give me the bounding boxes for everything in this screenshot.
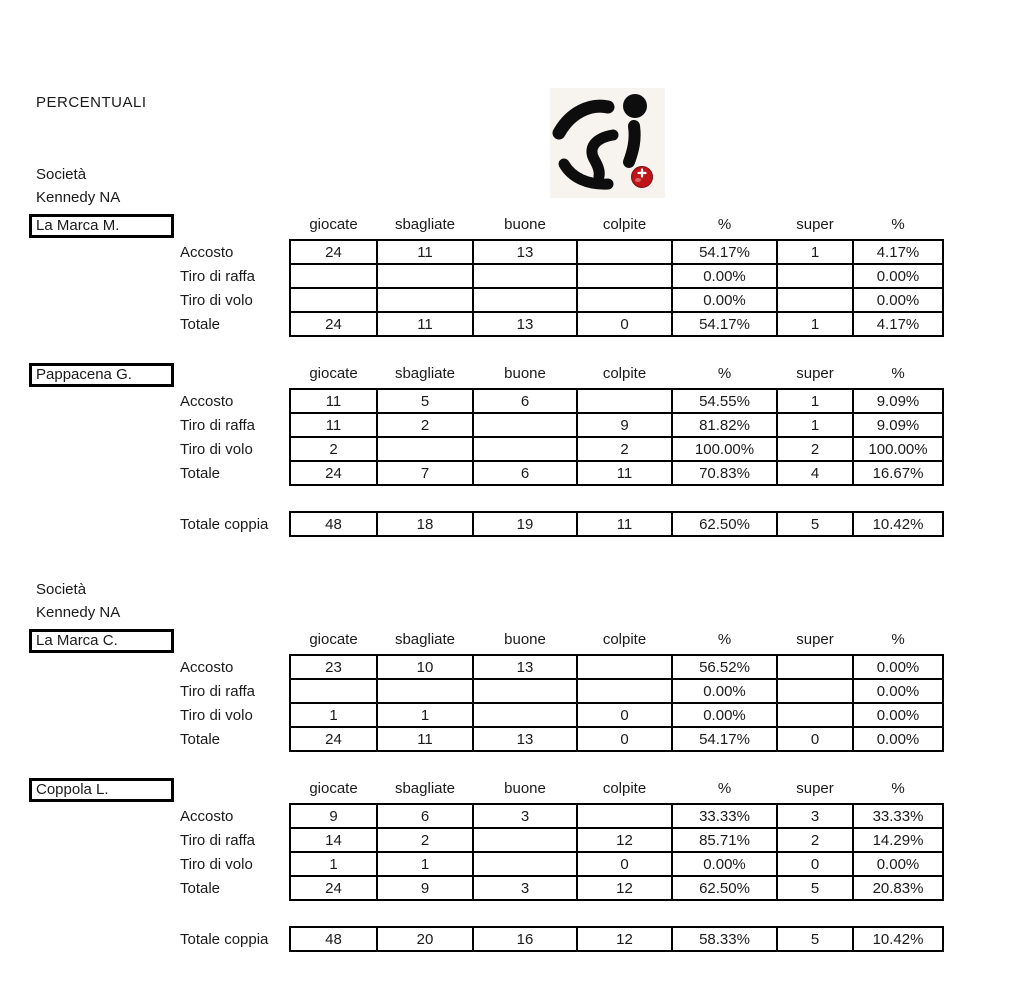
stat-cell: 2	[577, 437, 672, 461]
stat-cell: 11	[377, 312, 473, 336]
stat-cell: 3	[473, 804, 577, 828]
stat-row	[29, 240, 943, 264]
totale-coppia-label: Totale coppia	[180, 515, 269, 533]
player-name-cell	[29, 629, 290, 655]
player-name-cell	[29, 363, 290, 389]
stat-row	[29, 876, 943, 900]
column-header: %	[717, 780, 732, 797]
row-label: Totale	[180, 730, 221, 748]
stat-row	[29, 389, 943, 413]
player-block	[0, 629, 1024, 752]
totale-coppia-cell: 48	[290, 512, 377, 536]
stat-cell: 56.52%	[672, 655, 777, 679]
stat-row	[29, 461, 943, 485]
stat-cell: 20.83%	[853, 876, 943, 900]
column-header: colpite	[602, 365, 647, 382]
column-header: colpite	[602, 780, 647, 797]
stat-cell: 13	[473, 312, 577, 336]
stat-cell	[777, 703, 853, 727]
column-header: colpite	[602, 216, 647, 233]
stat-cell: 1	[377, 852, 473, 876]
totale-coppia-table	[29, 926, 944, 952]
stat-cell	[577, 679, 672, 703]
stat-cell	[473, 413, 577, 437]
stat-cell: 6	[473, 389, 577, 413]
stat-cell: 0	[577, 312, 672, 336]
totale-coppia-cell: 11	[577, 512, 672, 536]
page-title: PERCENTUALI	[36, 94, 147, 111]
stat-cell: 0.00%	[853, 679, 943, 703]
totale-coppia-cell: 10.42%	[853, 927, 943, 951]
stat-cell	[777, 655, 853, 679]
stat-cell: 54.55%	[672, 389, 777, 413]
column-header: %	[891, 365, 905, 382]
stat-cell: 16.67%	[853, 461, 943, 485]
stat-cell: 9	[577, 413, 672, 437]
row-label: Tiro di volo	[180, 706, 253, 724]
stat-cell: 0.00%	[853, 655, 943, 679]
stat-row	[29, 264, 943, 288]
stat-cell	[577, 288, 672, 312]
stat-cell: 24	[290, 312, 377, 336]
stat-cell: 0	[577, 727, 672, 751]
stat-cell: 33.33%	[672, 804, 777, 828]
stat-cell: 24	[290, 876, 377, 900]
stat-cell: 1	[777, 413, 853, 437]
stat-cell: 54.17%	[672, 312, 777, 336]
stat-cell: 54.17%	[672, 727, 777, 751]
stat-cell: 54.17%	[672, 240, 777, 264]
column-header: giocate	[309, 631, 358, 648]
player-name-cell	[29, 778, 290, 804]
stat-cell	[777, 679, 853, 703]
stat-cell: 11	[377, 240, 473, 264]
society-section	[0, 578, 1024, 952]
stat-cell	[377, 437, 473, 461]
column-header: super	[796, 780, 834, 797]
society-label: Società	[36, 581, 87, 598]
stat-cell: 0.00%	[672, 703, 777, 727]
stat-row	[29, 437, 943, 461]
stat-cell: 0.00%	[672, 852, 777, 876]
stat-cell: 5	[777, 876, 853, 900]
row-label: Tiro di raffa	[180, 831, 256, 849]
row-label: Accosto	[180, 392, 234, 410]
totale-coppia-row	[29, 512, 943, 536]
row-label: Tiro di raffa	[180, 267, 256, 285]
column-header: %	[717, 216, 732, 233]
stat-row	[29, 679, 943, 703]
stat-cell: 11	[290, 389, 377, 413]
stat-cell	[290, 288, 377, 312]
table-header-row	[29, 778, 943, 804]
player-name-box: Pappacena G.	[29, 363, 174, 387]
stat-cell: 12	[577, 876, 672, 900]
stat-cell: 1	[290, 703, 377, 727]
column-header: buone	[504, 365, 546, 382]
stat-cell	[473, 679, 577, 703]
stat-cell	[377, 679, 473, 703]
stat-cell: 11	[577, 461, 672, 485]
stat-cell: 3	[777, 804, 853, 828]
stat-cell	[473, 437, 577, 461]
stat-cell: 100.00%	[672, 437, 777, 461]
row-label: Totale	[180, 879, 221, 897]
stat-cell: 0	[577, 703, 672, 727]
stat-cell: 3	[473, 876, 577, 900]
stat-cell: 0	[577, 852, 672, 876]
stat-cell: 13	[473, 655, 577, 679]
table-header-row	[29, 214, 943, 240]
row-label: Accosto	[180, 658, 234, 676]
stat-cell: 0.00%	[853, 264, 943, 288]
totale-coppia-row	[29, 927, 943, 951]
stat-cell: 13	[473, 727, 577, 751]
player-name-box: Coppola L.	[29, 778, 174, 802]
stat-cell	[577, 804, 672, 828]
stat-cell	[577, 389, 672, 413]
stat-cell	[290, 679, 377, 703]
totale-coppia-cell: 5	[777, 927, 853, 951]
stat-cell: 24	[290, 461, 377, 485]
stat-cell: 1	[290, 852, 377, 876]
column-header: sbagliate	[394, 365, 456, 382]
stat-cell: 7	[377, 461, 473, 485]
stat-cell: 2	[377, 413, 473, 437]
row-label: Totale	[180, 464, 221, 482]
stat-cell: 1	[777, 240, 853, 264]
column-header: sbagliate	[394, 780, 456, 797]
column-header: buone	[504, 631, 546, 648]
stat-cell: 0.00%	[672, 264, 777, 288]
stat-cell: 12	[577, 828, 672, 852]
stat-row	[29, 852, 943, 876]
stat-cell: 62.50%	[672, 876, 777, 900]
society-label: Società	[36, 166, 87, 183]
column-header: giocate	[309, 780, 358, 797]
player-name-box: La Marca C.	[29, 629, 174, 653]
stat-cell: 2	[777, 828, 853, 852]
stat-cell: 0	[777, 852, 853, 876]
stat-cell: 10	[377, 655, 473, 679]
player-block	[0, 778, 1024, 901]
stat-cell: 4	[777, 461, 853, 485]
totale-coppia-cell: 62.50%	[672, 512, 777, 536]
player-block	[0, 363, 1024, 486]
stat-cell	[577, 655, 672, 679]
player-stats-table	[29, 363, 944, 486]
player-stats-table	[29, 778, 944, 901]
row-label: Accosto	[180, 807, 234, 825]
stat-cell: 13	[473, 240, 577, 264]
totale-coppia-cell: 10.42%	[853, 512, 943, 536]
stat-cell	[377, 288, 473, 312]
column-header: super	[796, 365, 834, 382]
stat-cell: 11	[290, 413, 377, 437]
stat-cell: 1	[777, 312, 853, 336]
row-label: Totale	[180, 315, 221, 333]
stat-cell: 2	[290, 437, 377, 461]
row-label: Tiro di raffa	[180, 416, 256, 434]
stat-row	[29, 804, 943, 828]
column-header: %	[891, 780, 905, 797]
stat-row	[29, 727, 943, 751]
column-header: buone	[504, 780, 546, 797]
player-stats-table	[29, 629, 944, 752]
player-name-box: La Marca M.	[29, 214, 174, 238]
totale-coppia-cell: 12	[577, 927, 672, 951]
stat-cell: 2	[777, 437, 853, 461]
stat-cell: 70.83%	[672, 461, 777, 485]
totale-coppia-table	[29, 511, 944, 537]
stat-cell: 2	[377, 828, 473, 852]
stat-cell: 14	[290, 828, 377, 852]
stat-cell: 4.17%	[853, 240, 943, 264]
table-header-row	[29, 629, 943, 655]
stat-cell: 6	[377, 804, 473, 828]
stat-cell: 6	[473, 461, 577, 485]
stat-cell: 11	[377, 727, 473, 751]
stat-cell	[377, 264, 473, 288]
stat-cell: 9.09%	[853, 413, 943, 437]
row-label: Tiro di volo	[180, 291, 253, 309]
column-header: %	[891, 631, 905, 648]
totale-coppia-cell: 48	[290, 927, 377, 951]
row-label: Accosto	[180, 243, 234, 261]
players-container	[0, 629, 1024, 901]
stat-cell: 81.82%	[672, 413, 777, 437]
table-header-row	[29, 363, 943, 389]
row-label: Tiro di raffa	[180, 682, 256, 700]
totale-coppia-cell: 58.33%	[672, 927, 777, 951]
stat-cell: 0.00%	[672, 679, 777, 703]
stat-row	[29, 703, 943, 727]
stat-cell: 0.00%	[853, 727, 943, 751]
stat-row	[29, 655, 943, 679]
totale-coppia-cell: 18	[377, 512, 473, 536]
stat-row	[29, 288, 943, 312]
stat-cell	[290, 264, 377, 288]
stat-cell: 1	[777, 389, 853, 413]
column-header: sbagliate	[394, 631, 456, 648]
stat-cell: 4.17%	[853, 312, 943, 336]
stat-cell: 0.00%	[672, 288, 777, 312]
column-header: %	[717, 631, 732, 648]
stat-cell: 0.00%	[853, 703, 943, 727]
stat-cell: 9.09%	[853, 389, 943, 413]
stat-cell: 0.00%	[853, 852, 943, 876]
column-header: super	[796, 216, 834, 233]
stat-cell: 9	[290, 804, 377, 828]
stat-cell: 5	[377, 389, 473, 413]
stat-cell: 9	[377, 876, 473, 900]
stat-cell	[473, 264, 577, 288]
column-header: buone	[504, 216, 546, 233]
stat-row	[29, 828, 943, 852]
totale-coppia-cell: 5	[777, 512, 853, 536]
row-label: Tiro di volo	[180, 440, 253, 458]
society-section	[0, 163, 1024, 537]
stat-cell: 1	[377, 703, 473, 727]
column-header: %	[891, 216, 905, 233]
totale-coppia-cell: 20	[377, 927, 473, 951]
column-header: sbagliate	[394, 216, 456, 233]
stat-cell	[577, 264, 672, 288]
stat-cell	[473, 852, 577, 876]
stat-cell	[577, 240, 672, 264]
row-label: Tiro di volo	[180, 855, 253, 873]
column-header: giocate	[309, 365, 358, 382]
stat-cell: 100.00%	[853, 437, 943, 461]
player-name-cell	[29, 214, 290, 240]
players-container	[0, 214, 1024, 486]
stat-cell: 85.71%	[672, 828, 777, 852]
society-name: Kennedy NA	[36, 604, 121, 621]
column-header: super	[796, 631, 834, 648]
stat-cell: 14.29%	[853, 828, 943, 852]
stat-cell: 33.33%	[853, 804, 943, 828]
stat-cell	[777, 264, 853, 288]
stat-cell	[777, 288, 853, 312]
player-block	[0, 214, 1024, 337]
stat-cell: 23	[290, 655, 377, 679]
column-header: %	[717, 365, 732, 382]
column-header: colpite	[602, 631, 647, 648]
stat-cell	[473, 703, 577, 727]
stat-cell: 24	[290, 727, 377, 751]
stat-row	[29, 413, 943, 437]
stat-cell	[473, 828, 577, 852]
stat-cell	[473, 288, 577, 312]
society-name: Kennedy NA	[36, 189, 121, 206]
stat-row	[29, 312, 943, 336]
stat-cell: 0	[777, 727, 853, 751]
stat-cell: 0.00%	[853, 288, 943, 312]
stat-cell: 24	[290, 240, 377, 264]
totale-coppia-label: Totale coppia	[180, 930, 269, 948]
column-header: giocate	[309, 216, 358, 233]
totale-coppia-cell: 16	[473, 927, 577, 951]
player-stats-table	[29, 214, 944, 337]
totale-coppia-cell: 19	[473, 512, 577, 536]
